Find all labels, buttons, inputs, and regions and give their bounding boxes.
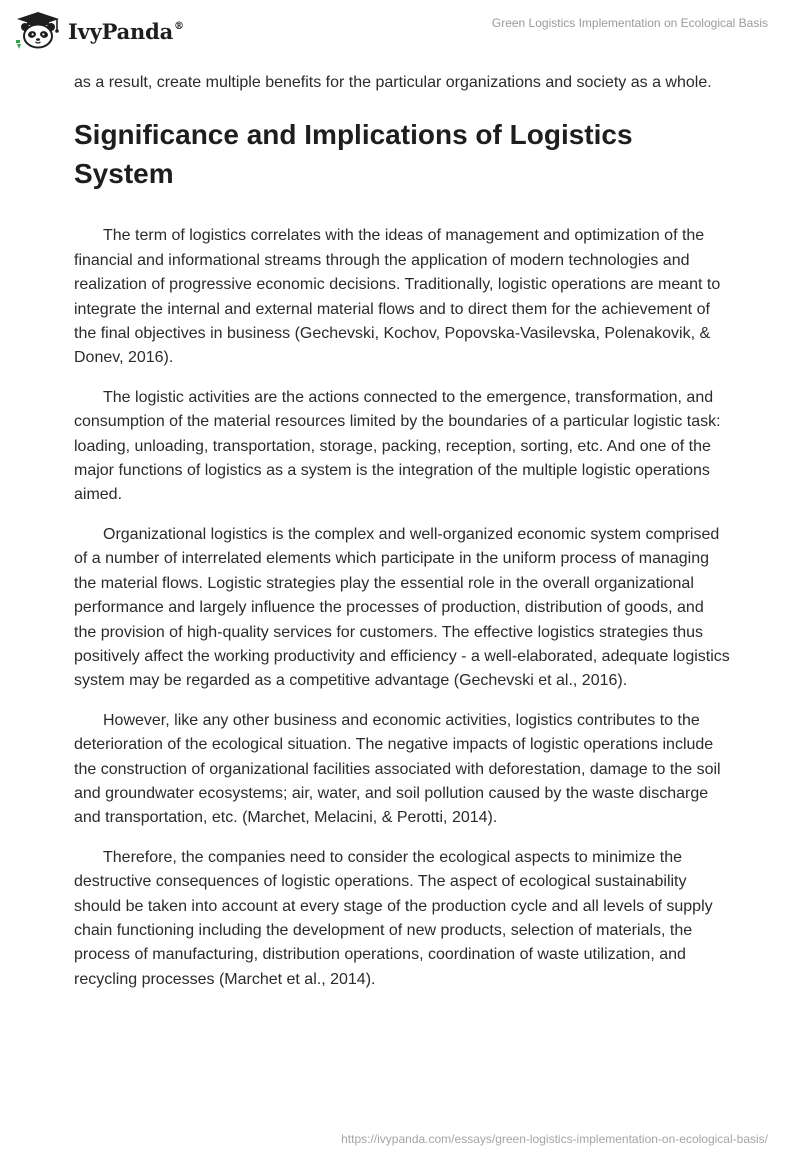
registered-mark: ®	[174, 20, 184, 32]
body-paragraph: Therefore, the companies need to consider the ecological aspects to minimize the destructive consequences of logistic operations. The aspect of ecological sustainability should be taken into account at every stage of the production cycle and all levels of supply chain functioning including the development of new products, selection of materials, the process of manufacturing, distribution operations, coordination of waste utilization, and recycling processes (Marchet et al., 2014).	[74, 848, 713, 988]
panda-graduate-icon	[14, 10, 62, 50]
brand-name: IvyPanda®	[68, 18, 184, 44]
source-url[interactable]: https://ivypanda.com/essays/green-logistics-implementation-on-ecological-basis/	[341, 1132, 768, 1146]
body-paragraph: The term of logistics correlates with the ideas of management and optimization of the financial and informational streams through the application of modern technologies and realization of progressive economic decisions. Traditionally, logistic operations are meant to integrate the internal and external material flows and to direct them for the achievement of the final objectives in business (Gechevski, Kochov, Popovska-Vasilevska, Polenakovik, & Donev, 2016).	[74, 227, 721, 367]
body-paragraph: The logistic activities are the actions connected to the emergence, transformation, and consumption of the material resources limited by the boundaries of a particular logistic task: loading, unloading, transportation, storage, packing, reception, sorting, etc. And one of the major functions of logistics as a system is the integration of the multiple logistic operations aimed.	[74, 388, 721, 504]
lead-paragraph-fragment: as a result, create multiple benefits for the particular organizations and society as a whole.	[74, 74, 712, 91]
body-paragraph: However, like any other business and economic activities, logistics contributes to the deterioration of the ecological situation. The negative impacts of logistic operations include the construction of organizational facilities associated with deforestation, damage to the soil and groundwater ecosystems; air, water, and soil pollution caused by the waste discharge and transportation, etc. (Marchet, Melacini, & Perotti, 2014).	[74, 711, 721, 827]
page-header	[0, 0, 800, 64]
document-title: Green Logistics Implementation on Ecological Basis	[491, 16, 768, 30]
body-paragraph: Organizational logistics is the complex and well-organized economic system comprised of a number of interrelated elements which participate in the uniform process of managing the material flows. Logistic strategies play the essential role in the overall organizational performance and largely influence the processes of production, distribution of goods, and the provision of high-quality services for customers. The effective logistics strategies thus positively affect the working productivity and efficiency - a well-elaborated, adequate logistics system may be regarded as a competitive advantage (Gechevski et al., 2016).	[74, 525, 730, 690]
brand-logo[interactable]	[14, 10, 184, 50]
essay-content	[74, 71, 730, 992]
section-heading: Significance and Implications of Logistics System	[74, 119, 633, 190]
